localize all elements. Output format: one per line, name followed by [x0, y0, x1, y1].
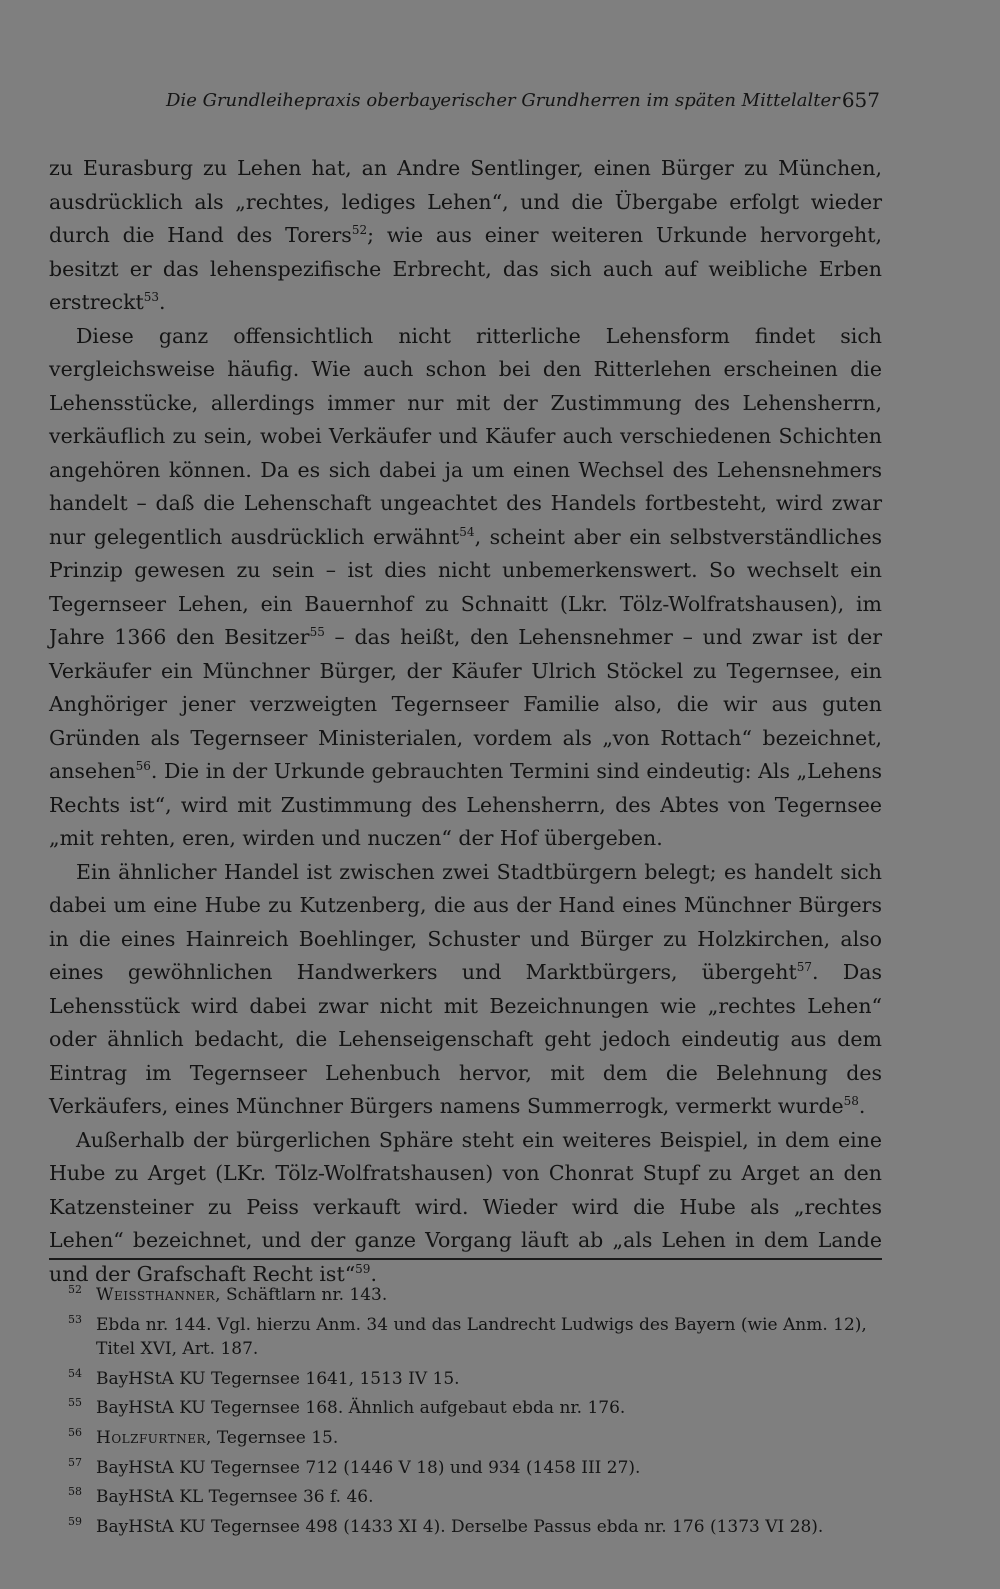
- text-run: Ein ähnlicher Handel ist zwischen zwei Stadtbürgern belegt; es handelt sich dabei um eine Hube zu Kutzenberg, die aus der Hand eines Münchner Bürgers in die eines Hainreich Boehlinger, Schuster und Bürger zu Holzkirchen, also eines gewöhnlichen Handwerkers und Marktbürgers, übergeht: [49, 859, 882, 984]
- text-run: .: [858, 1094, 866, 1118]
- body-text: [49, 152, 882, 1291]
- footnotes: [49, 1278, 882, 1539]
- footnote-text: BayHStA KL Tegernsee 36 f. 46.: [96, 1487, 374, 1508]
- text-run: .: [159, 290, 166, 314]
- paragraph-1: [49, 152, 882, 320]
- text-run: . Die in der Urkunde gebrauchten Termini sind eindeutig: Als „Lehens Rechts ist“, wird mit Zustimmung des Lehensherrn, des Abtes von Tegernsee „mit rehten, eren, wirden und nuczen“ der Hof übergeben.: [49, 759, 882, 850]
- paragraph-3: [49, 856, 882, 1124]
- footnote-number: 55: [68, 1396, 82, 1410]
- footnote-54: [49, 1362, 882, 1392]
- paragraph-2: [49, 320, 882, 856]
- footnote-59: [49, 1510, 882, 1540]
- text-run: , scheint aber ein selbstverständliches Prinzip gewesen zu sein – ist dies nicht unbemerkenswert. So wechselt ein Tegernseer Lehen, ein Bauernhof zu Schnaitt (Lkr. Tölz-Wolfratshausen), im Jahre 1366 den Besitzer: [49, 524, 882, 649]
- author-name: Holzfurtner: [96, 1427, 207, 1448]
- footnote-57: [49, 1451, 882, 1481]
- footnote-58: [49, 1480, 882, 1510]
- footnote-text: BayHStA KU Tegernsee 168. Ähnlich aufgebaut ebda nr. 176.: [96, 1398, 626, 1419]
- page-number: 657: [841, 88, 880, 112]
- text-run: – das heißt, den Lehensnehmer – und zwar ist der Verkäufer ein Münchner Bürger, der Käufer Ulrich Stöckel zu Tegernsee, ein Anghöriger jener verzweigten Tegernseer Familie also, die wir aus guten Gründen als Tegernseer Ministerialen, vordem als „von Rottach“ bezeichnet, ansehen: [49, 625, 882, 783]
- text-run: Diese ganz offensichtlich nicht ritterliche Lehensform findet sich vergleichsweise häufig. Wie auch schon bei den Ritterlehen erscheinen die Lehensstücke, allerdings immer nur mit der Zustimmung des Lehensherrn, verkäuflich zu sein, wobei Verkäufer und Käufer auch verschiedenen Schichten angehören können. Da es sich dabei ja um einen Wechsel des Lehensnehmers handelt – daß die Lehenschaft ungeachtet des Handels fortbesteht, wird zwar nur gelegentlich ausdrücklich erwähnt: [49, 323, 882, 549]
- footnote-divider: [49, 1258, 882, 1260]
- footnote-number: 52: [68, 1283, 82, 1296]
- footnote-number: 53: [68, 1312, 82, 1326]
- running-head: Die Grundleihepraxis oberbayerischer Grundherren im späten Mittelalter: [166, 90, 840, 111]
- footnote-55: [49, 1391, 882, 1421]
- footnote-number: 56: [68, 1425, 82, 1439]
- footnote-text: , Tegernsee 15.: [206, 1427, 339, 1448]
- text-run: ; wie aus einer weiteren Urkunde hervorgeht, besitzt er das lehenspezifische Erbrecht, das sich auch auf weibliche Erben erstreckt: [49, 223, 883, 314]
- paragraph-4: [49, 1124, 882, 1292]
- footnote-number: 58: [68, 1485, 82, 1499]
- footnote-text: , Schäftlarn nr. 143.: [215, 1285, 388, 1305]
- footnote-text: BayHStA KU Tegernsee 498 (1433 XI 4). Derselbe Passus ebda nr. 176 (1373 VI 28).: [96, 1516, 824, 1537]
- footnote-number: 57: [68, 1455, 82, 1469]
- footnote-53: [49, 1308, 882, 1362]
- footnote-ref-53[interactable]: 53: [143, 290, 160, 304]
- text-run: zu Eurasburg zu Lehen hat, an Andre Sentlinger, einen Bürger zu München, ausdrücklich als „rechtes, lediges Lehen“, und die Übergabe erfolgt wieder durch die Hand des Torers: [49, 156, 882, 247]
- footnote-ref-52[interactable]: 52: [351, 223, 368, 237]
- footnote-ref-59[interactable]: 59: [355, 1261, 371, 1276]
- footnote-ref-56[interactable]: 56: [135, 759, 151, 773]
- footnote-text: BayHStA KU Tegernsee 1641, 1513 IV 15.: [96, 1368, 460, 1389]
- footnote-56: [49, 1421, 882, 1451]
- footnote-number: 54: [68, 1366, 82, 1380]
- footnote-52: [49, 1278, 882, 1308]
- footnote-ref-57[interactable]: 57: [796, 960, 813, 974]
- footnote-text: BayHStA KU Tegernsee 712 (1446 V 18) und 934 (1458 III 27).: [96, 1457, 641, 1478]
- footnote-ref-58[interactable]: 58: [843, 1094, 859, 1108]
- footnote-number: 59: [68, 1514, 82, 1528]
- text-run: . Das Lehensstück wird dabei zwar nicht mit Bezeichnungen wie „rechtes Lehen“ oder ähnlich bedacht, die Lehenseigenschaft geht jedoch eindeutig aus dem Eintrag im Tegernseer Lehenbuch hervor, mit dem die Belehnung des Verkäufers, eines Münchner Bürgers namens Summerrogk, vermerkt wurde: [49, 960, 882, 1118]
- author-name: Weissthanner: [96, 1285, 216, 1305]
- text-run: .: [370, 1261, 377, 1286]
- footnote-ref-55[interactable]: 55: [309, 625, 325, 639]
- footnote-text: Ebda nr. 144. Vgl. hierzu Anm. 34 und das Landrecht Ludwigs des Bayern (wie Anm. 12), Titel XVI, Art. 187.: [96, 1314, 867, 1360]
- text-run: Außerhalb der bürgerlichen Sphäre steht ein weiteres Beispiel, in dem eine Hube zu Arget (LKr. Tölz-Wolfratshausen) von Chonrat Stupf zu Arget an den Katzensteiner zu Peiss verkauft wird. Wieder wird die Hube als „rechtes Lehen“ bezeichnet, und der ganze Vorgang läuft ab „als Lehen in dem Lande und der Grafschaft Recht ist“: [49, 1127, 882, 1286]
- footnote-ref-54[interactable]: 54: [459, 524, 475, 539]
